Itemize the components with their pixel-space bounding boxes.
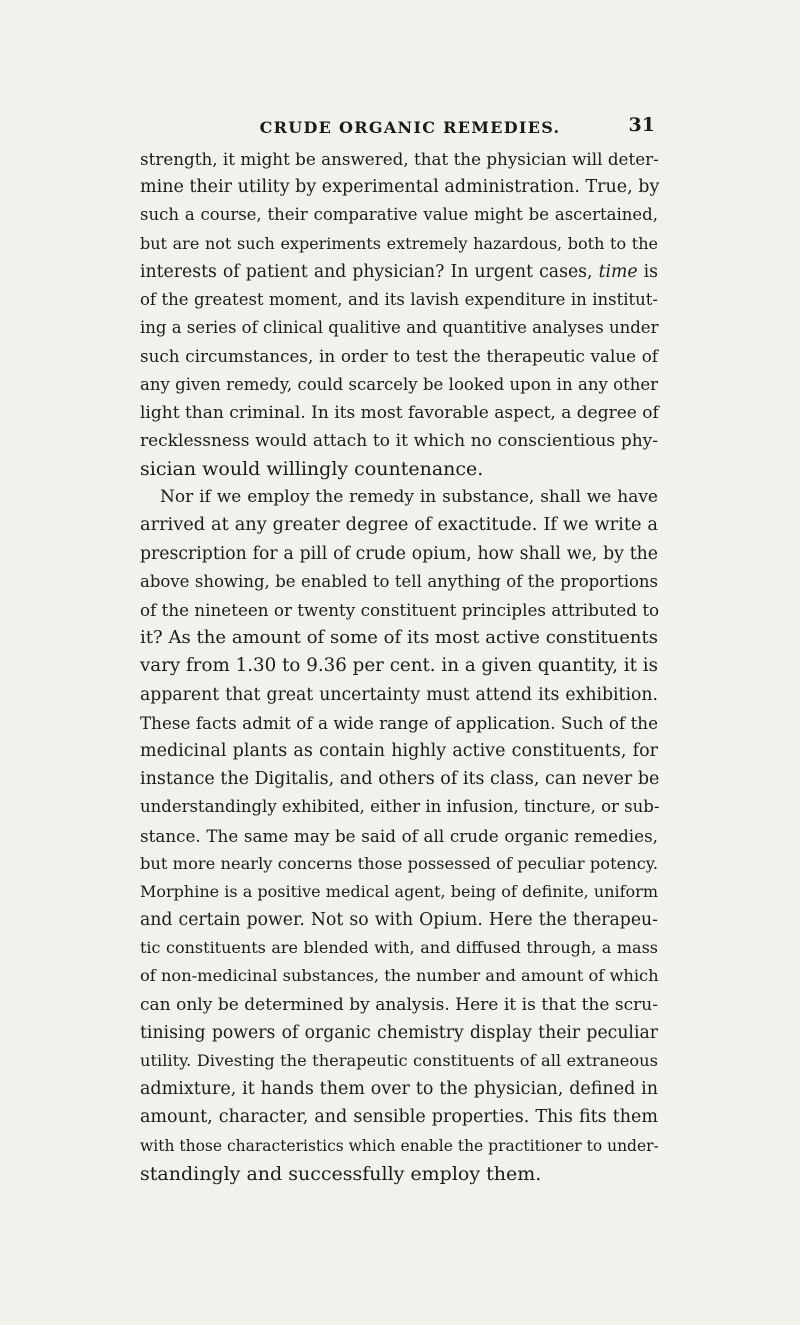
running-head xyxy=(0,84,800,137)
text-line: ing a series of clinical qualitive and quantitive analyses under xyxy=(140,318,659,338)
text-line: mine their utility by experimental administration. True, by xyxy=(140,177,660,198)
text-segment: interests of patient and physician? In urgent cases, xyxy=(140,261,593,282)
paragraph-1 xyxy=(140,145,658,483)
italic-word: time xyxy=(598,261,638,282)
text-line: sician would willingly countenance. xyxy=(140,458,484,481)
text-line: light than criminal. In its most favorable aspect, a degree of xyxy=(140,402,659,423)
text-line: recklessness would attach to it which no conscientious phy- xyxy=(140,430,658,451)
text-line: medicinal plants as contain highly active constituents, for xyxy=(140,740,658,761)
running-title: CRUDE ORGANIC REMEDIES. xyxy=(259,118,561,137)
text-line: tinising powers of organic chemistry display their peculiar xyxy=(140,1022,658,1043)
text-line: stance. The same may be said of all crude organic remedies, xyxy=(140,825,658,846)
text-line: of non-medicinal substances, the number and amount of which xyxy=(140,966,659,986)
text-line: and certain power. Not so with Opium. Here the therapeu- xyxy=(140,910,658,931)
text-line: but more nearly concerns those possessed of peculiar potency. xyxy=(140,853,658,873)
text-line: admixture, it hands them over to the physician, defined in xyxy=(140,1079,658,1100)
text-line-with-italic xyxy=(140,258,658,286)
text-line: arrived at any greater degree of exactitude. If we write a xyxy=(140,515,658,536)
text-line: can only be determined by analysis. Here it is that the scru- xyxy=(140,994,658,1015)
text-line: prescription for a pill of crude opium, how shall we, by the xyxy=(140,543,658,564)
text-line: utility. Divesting the therapeutic constituents of all extraneous xyxy=(140,1051,658,1070)
text-body xyxy=(140,145,658,1188)
text-line: understandingly exhibited, either in infusion, tincture, or sub- xyxy=(140,797,660,817)
paragraph-2 xyxy=(140,483,658,1188)
text-line: amount, character, and sensible properties. This fits them xyxy=(140,1107,658,1128)
text-line: instance the Digitalis, and others of its class, can never be xyxy=(140,769,660,790)
text-line: strength, it might be answered, that the physician will deter- xyxy=(140,149,659,169)
text-line: but are not such experiments extremely hazardous, both to the xyxy=(140,233,658,253)
text-line: such a course, their comparative value might be ascertained, xyxy=(140,205,658,225)
text-line: Nor if we employ the remedy in substance, shall we have xyxy=(160,487,658,508)
text-line: tic constituents are blended with, and diffused through, a mass xyxy=(140,938,658,958)
page-number: 31 xyxy=(628,114,655,136)
text-line: standingly and successfully employ them. xyxy=(140,1162,542,1185)
text-line: any given remedy, could scarcely be looked upon in any other xyxy=(140,374,658,394)
text-line: of the nineteen or twenty constituent principles attributed to xyxy=(140,600,660,620)
text-line: such circumstances, in order to test the therapeutic value of xyxy=(140,346,658,367)
text-line: apparent that great uncertainty must attend its exhibition. xyxy=(140,684,658,705)
text-line: of the greatest moment, and its lavish expenditure in institut- xyxy=(140,289,658,309)
text-line: above showing, be enabled to tell anything of the proportions xyxy=(140,571,658,591)
text-line: with those characteristics which enable the practitioner to under- xyxy=(140,1136,659,1155)
text-line: These facts admit of a wide range of application. Such of the xyxy=(140,712,658,733)
text-segment: is xyxy=(643,261,659,282)
text-line: Morphine is a positive medical agent, being of definite, uniform xyxy=(140,881,658,901)
text-line: vary from 1.30 to 9.36 per cent. in a given quantity, it is xyxy=(140,655,658,677)
text-line: it? As the amount of some of its most active constituents xyxy=(140,627,658,649)
